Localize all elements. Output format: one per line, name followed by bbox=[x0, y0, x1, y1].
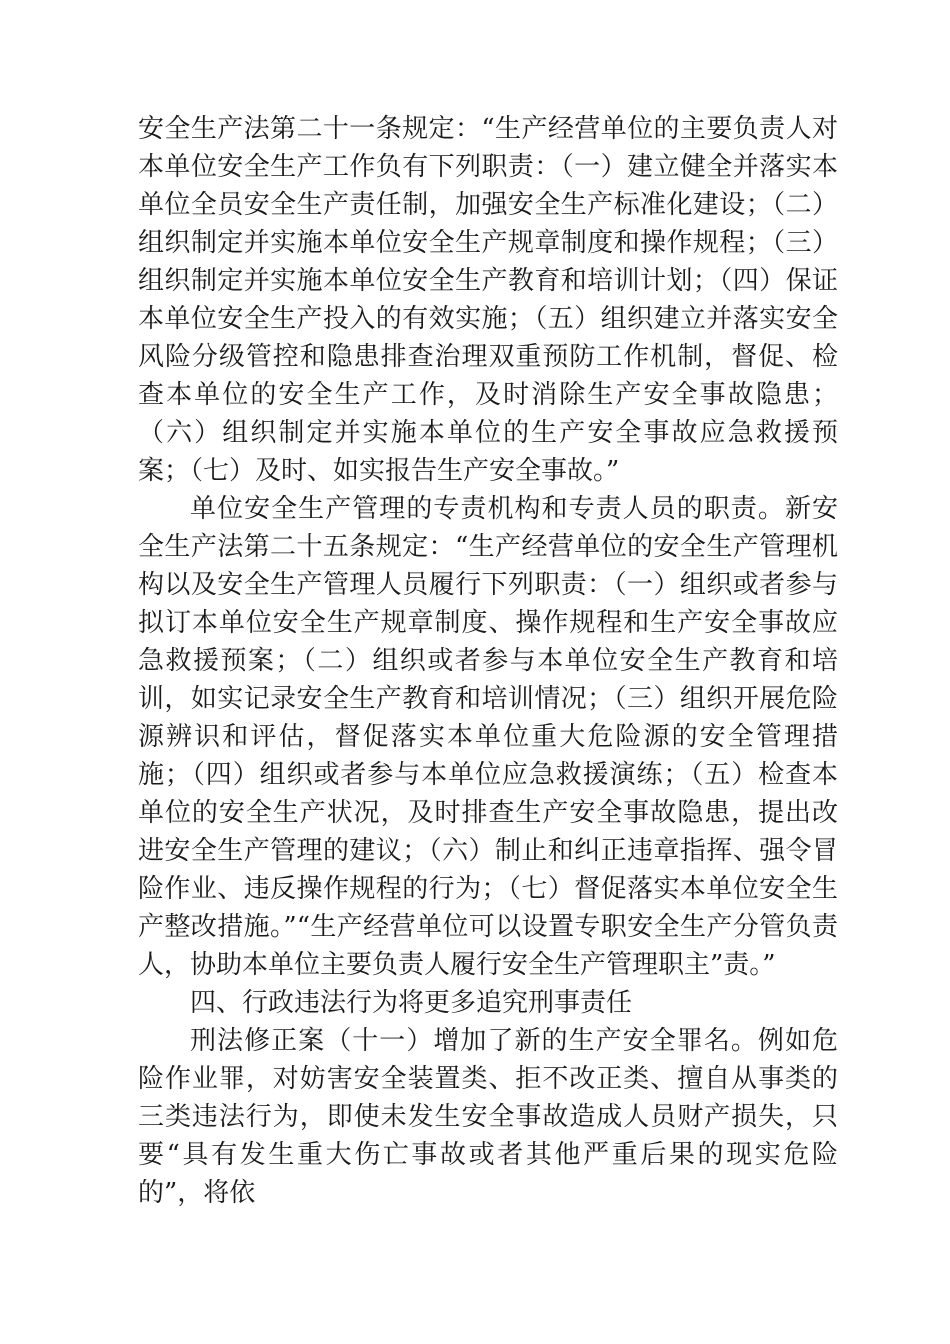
section-heading-four: 四、行政违法行为将更多追究刑事责任 bbox=[190, 988, 633, 1018]
paragraph-article-25: 单位安全生产管理的专责机构和专责人员的职责。新安全生产法第二十五条规定：“生产经营单位的安全生产管理机构以及安全生产管理人员履行下列职责：（一）组织或者参与拟订本单位安全生产规章制度、操作规程和生产安全事故应急救援预案；（二）组织或者参与本单位安全生产教育和培训，如实记录安全生产教育和培训情况；（三）组织开展危险源辨识和评估，督促落实本单位重大危险源的安全管理措施；（四）组织或者参与本单位应急救援演练；（五）检查本单位的安全生产状况，及时排查生产安全事故隐患，提出改进安全生产管理的建议；（六）制止和纠正违章指挥、强令冒险作业、违反操作规程的行为；（七）督促落实本单位安全生产整改措施。”“生产经营单位可以设置专职安全生产分管负责人，协助本单位主要负责人履行安全生产管理职主”责。” bbox=[138, 494, 838, 980]
paragraph-criminal-amendment: 刑法修正案（十一）增加了新的生产安全罪名。例如危险作业罪，对妨害安全装置类、拒不改正类、擅自从事类的三类违法行为，即使未发生安全事故造成人员财产损失，只要“具有发生重大伤亡事故或者其他严重后果的现实危险的”，将依 bbox=[138, 1026, 838, 1208]
body-text bbox=[138, 110, 838, 1212]
paragraph-article-21: 安全生产法第二十一条规定：“生产经营单位的主要负责人对本单位安全生产工作负有下列职责：（一）建立健全并落实本单位全员安全生产责任制，加强安全生产标准化建设；（二）组织制定并实施本单位安全生产规章制度和操作规程；（三）组织制定并实施本单位安全生产教育和培训计划；（四）保证本单位安全生产投入的有效实施；（五）组织建立并落实安全风险分级管控和隐患排查治理双重预防工作机制，督促、检查本单位的安全生产工作，及时消除生产安全事故隐患；（六）组织制定并实施本单位的生产安全事故应急救援预案；（七）及时、如实报告生产安全事故。” bbox=[138, 114, 838, 486]
